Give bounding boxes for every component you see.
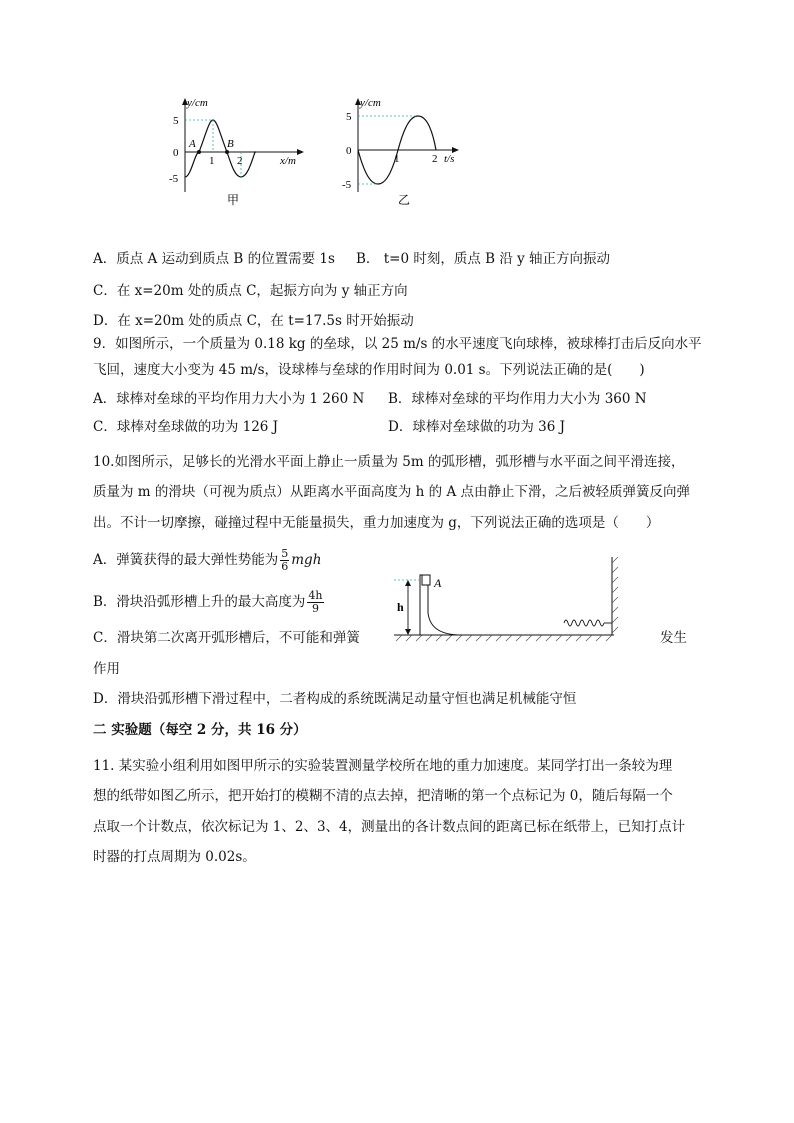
q10-stem-line1: 10.如图所示，足够长的光滑水平面上静止一质量为 5m 的弧形槽，弧形槽与水平面之间平滑连接， xyxy=(93,454,685,470)
tick-y-neg5: -5 xyxy=(169,173,179,185)
point-a-label: A xyxy=(434,576,442,590)
point-b-dot xyxy=(225,150,229,154)
tick-x-2: 2 xyxy=(237,155,243,167)
tick-t-1: 1 xyxy=(394,153,400,165)
figure-caption-jia: 甲 xyxy=(227,193,240,207)
slope-spring-diagram xyxy=(392,553,632,645)
fraction-5-6: $\frac{5}{6}$ xyxy=(281,547,289,573)
q10-option-b: B．滑块沿弧形槽上升的最大高度为 $\frac{4h}{9}$ xyxy=(93,589,323,615)
tick-y-neg5: -5 xyxy=(342,179,352,191)
fraction-4h-9: $\frac{4h}{9}$ xyxy=(308,589,323,615)
y-axis-label: y/cm xyxy=(187,97,208,109)
tick-y-5: 5 xyxy=(346,111,352,123)
q8-option-d: D．在 x=20m 处的质点 C，在 t=17.5s 时开始振动 xyxy=(93,313,414,329)
spring xyxy=(564,620,604,626)
tick-t-2: 2 xyxy=(432,153,438,165)
q9-option-a: A．球棒对垒球的平均作用力大小为 1 260 N xyxy=(93,391,365,407)
q8-option-a: A．质点 A 运动到质点 B 的位置需要 1s xyxy=(93,251,335,267)
slider-block xyxy=(422,575,430,585)
point-b-label: B xyxy=(227,138,234,150)
q9-stem-line1: 9．如图所示，一个质量为 0.18 kg 的垒球，以 25 m/s 的水平速度飞向球棒，被球棒打击后反向水平 xyxy=(93,336,702,352)
point-a-label: A xyxy=(189,138,196,150)
q10-option-d: D．滑块沿弧形槽下滑过程中，二者构成的系统既满足动量守恒也满足机械能守恒 xyxy=(93,691,577,707)
section-title-experiment: 二 实验题（每空 2 分，共 16 分） xyxy=(93,722,307,738)
q10-stem-line3: 出。不计一切摩擦，碰撞过程中无能量损失，重力加速度为 g，下列说法正确的选项是（ ） xyxy=(93,515,660,531)
q9-stem-line2: 飞回，速度大小变为 45 m/s，设球棒与垒球的作用时间为 0.01 s。下列说法正确的是( ) xyxy=(93,362,645,378)
q9-option-d: D．球棒对垒球做的功为 36 J xyxy=(388,419,565,435)
tick-y-0: 0 xyxy=(346,145,352,157)
q10-option-a: A．弹簧获得的最大弹性势能为 $\frac{5}{6}$ mgh xyxy=(93,547,322,573)
tick-x-1: 1 xyxy=(209,155,215,167)
q8-option-b: B． t=0 时刻，质点 B 沿 y 轴正方向振动 xyxy=(356,251,611,267)
q9-option-b: B．球棒对垒球的平均作用力大小为 360 N xyxy=(388,391,647,407)
tick-y-5: 5 xyxy=(173,115,179,127)
q11-line4: 时器的打点周期为 0.02s。 xyxy=(93,849,256,865)
wave-graph-jia xyxy=(165,92,315,212)
q10-option-c: C．滑块第二次离开弧形槽后，不可能和弹簧 xyxy=(93,630,360,646)
vibration-graph-yi xyxy=(340,92,470,212)
q10-option-c-cont: 作用 xyxy=(93,661,120,677)
x-axis-label: x/m xyxy=(280,155,296,167)
t-axis-label: t/s xyxy=(444,153,455,165)
q9-option-c: C．球棒对垒球做的功为 126 J xyxy=(93,419,279,435)
point-a-dot xyxy=(197,150,201,154)
q11-line3: 点取一个计数点，依次标记为 1、2、3、4，测量出的各计数点间的距离已标在纸带上，已知打点计 xyxy=(93,819,686,835)
q11-line1: 11. 某实验小组利用如图甲所示的实验装置测量学校所在地的重力加速度。某同学打出一条较为理 xyxy=(93,758,673,774)
q10-stem-line2: 质量为 m 的滑块（可视为质点）从距离水平面高度为 h 的 A 点由静止下滑，之后被轻质弹簧反向弹 xyxy=(93,484,690,500)
figure-caption-yi: 乙 xyxy=(398,193,411,207)
q11-line2: 想的纸带如图乙所示，把开始打的模糊不清的点去掉，把清晰的第一个点标记为 0，随后每隔一个 xyxy=(93,788,673,804)
tick-y-0: 0 xyxy=(173,147,179,159)
y-axis-label: y/cm xyxy=(360,97,381,109)
q8-option-c: C．在 x=20m 处的质点 C，起振方向为 y 轴正方向 xyxy=(93,283,408,299)
height-label-h: h xyxy=(397,600,404,614)
q10-option-c-tail: 发生 xyxy=(660,630,687,646)
